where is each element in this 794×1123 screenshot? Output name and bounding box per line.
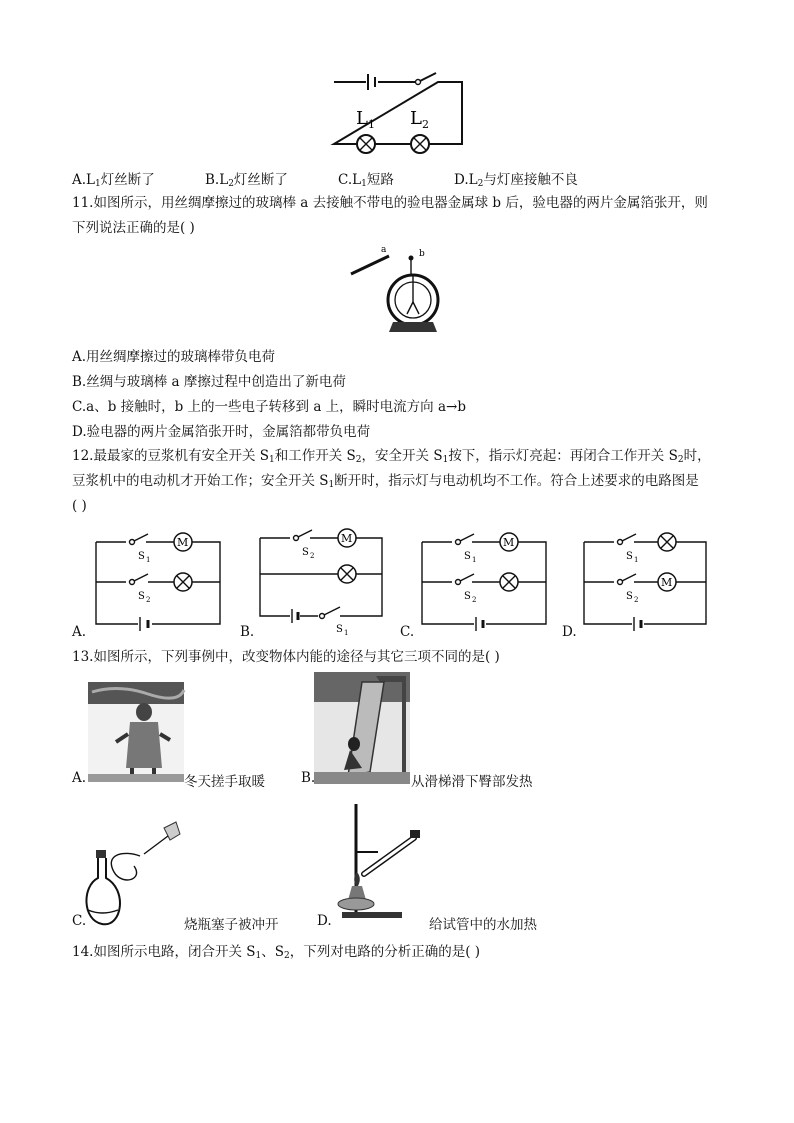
svg-text:S: S bbox=[626, 591, 633, 602]
q12-option-a[interactable]: A. bbox=[72, 624, 87, 640]
q11-stem-line2: 下列说法正确的是( ) bbox=[72, 220, 195, 236]
svg-text:M: M bbox=[177, 536, 189, 549]
svg-text:S: S bbox=[626, 551, 633, 562]
heating-test-tube-figure bbox=[330, 800, 430, 920]
q11-option-b[interactable]: B.丝绸与玻璃棒 a 摩擦过程中创造出了新电荷 bbox=[72, 374, 346, 390]
slide-photo bbox=[314, 672, 410, 784]
flask-stopper-figure bbox=[84, 820, 184, 930]
svg-text:b: b bbox=[419, 249, 425, 259]
svg-text:M: M bbox=[661, 576, 673, 589]
q12-option-b[interactable]: B. bbox=[240, 624, 255, 640]
q10-option-c[interactable]: $C.L_1$短路 bbox=[338, 172, 394, 189]
svg-text:S: S bbox=[138, 591, 145, 602]
q12-stem-line1: 12.最最家的豆浆机有安全开关 $S_1$和工作开关 $S_2$，安全开关 $S_1$按下，指示灯亮起：再闭合工作开关 $S_2$时， bbox=[72, 448, 711, 465]
svg-text:S: S bbox=[464, 591, 471, 602]
svg-text:2: 2 bbox=[634, 596, 639, 604]
lamp-l2-icon bbox=[411, 135, 429, 153]
lamp-l1-icon bbox=[357, 135, 375, 153]
q13-option-a-caption: 冬天搓手取暖 bbox=[184, 774, 265, 790]
q13-option-b-letter[interactable]: B. bbox=[301, 770, 316, 786]
svg-text:S: S bbox=[336, 624, 343, 635]
q10-option-d[interactable]: $D.L_2$与灯座接触不良 bbox=[454, 172, 578, 189]
q10-option-a[interactable]: $A.L_1$灯丝断了 bbox=[72, 172, 155, 189]
q10-circuit-figure bbox=[330, 72, 470, 152]
svg-text:M: M bbox=[341, 532, 353, 545]
q12-circuit-a[interactable] bbox=[92, 526, 232, 626]
svg-text:1: 1 bbox=[344, 629, 349, 637]
q11-option-c[interactable]: C.a、b 接触时，b 上的一些电子转移到 a 上，瞬时电流方向 a→b bbox=[72, 399, 466, 415]
q12-circuit-b[interactable] bbox=[256, 524, 396, 637]
q10-option-b[interactable]: $B.L_2$灯丝断了 bbox=[205, 172, 288, 189]
q11-option-d[interactable]: D.验电器的两片金属箔张开时，金属箔都带负电荷 bbox=[72, 424, 371, 440]
q11-option-a[interactable]: A.用丝绸摩擦过的玻璃棒带负电荷 bbox=[72, 349, 276, 365]
svg-text:2: 2 bbox=[310, 552, 315, 560]
q12-circuit-c[interactable] bbox=[418, 526, 558, 626]
lamp-l2-label: $L_2$ bbox=[410, 108, 429, 131]
q12-stem-line3: ( ) bbox=[72, 498, 87, 514]
q12-circuit-d[interactable] bbox=[580, 526, 720, 626]
q13-option-d-letter[interactable]: D. bbox=[317, 913, 332, 929]
svg-text:M: M bbox=[503, 536, 515, 549]
q13-stem: 13.如图所示，下列事例中，改变物体内能的途径与其它三项不同的是( ) bbox=[72, 649, 500, 665]
q14-stem: 14.如图所示电路，闭合开关 $S_1$、$S_2$，下列对电路的分析正确的是( ) bbox=[72, 944, 481, 961]
svg-text:1: 1 bbox=[634, 556, 639, 564]
svg-text:1: 1 bbox=[146, 556, 151, 564]
q11-stem-line1: 11.如图所示，用丝绸摩擦过的玻璃棒 a 去接触不带电的验电器金属球 b 后，验电器的两片金属箔张开，则 bbox=[72, 195, 708, 211]
svg-text:a: a bbox=[381, 245, 387, 255]
q13-option-b-caption: 从滑梯滑下臀部发热 bbox=[411, 774, 533, 790]
lamp-l1-label: $L_1$ bbox=[356, 108, 375, 131]
q13-option-a-letter[interactable]: A. bbox=[72, 770, 87, 786]
q12-option-d[interactable]: D. bbox=[562, 624, 577, 640]
svg-text:S: S bbox=[138, 551, 145, 562]
q13-option-c-letter[interactable]: C. bbox=[72, 913, 87, 929]
svg-text:2: 2 bbox=[146, 596, 151, 604]
electroscope-figure bbox=[345, 244, 455, 336]
svg-text:1: 1 bbox=[472, 556, 477, 564]
svg-text:S: S bbox=[302, 547, 309, 558]
q12-stem-line2: 豆浆机中的电动机才开始工作；安全开关 $S_1$断开时，指示灯与电动机均不工作。符合上述要求的电路图是 bbox=[72, 473, 699, 490]
q13-option-c-caption: 烧瓶塞子被冲开 bbox=[184, 917, 279, 933]
svg-text:S: S bbox=[464, 551, 471, 562]
svg-text:2: 2 bbox=[472, 596, 477, 604]
rubbing-hands-photo bbox=[88, 682, 184, 782]
q13-option-d-caption: 给试管中的水加热 bbox=[429, 917, 537, 933]
q12-option-c[interactable]: C. bbox=[400, 624, 415, 640]
